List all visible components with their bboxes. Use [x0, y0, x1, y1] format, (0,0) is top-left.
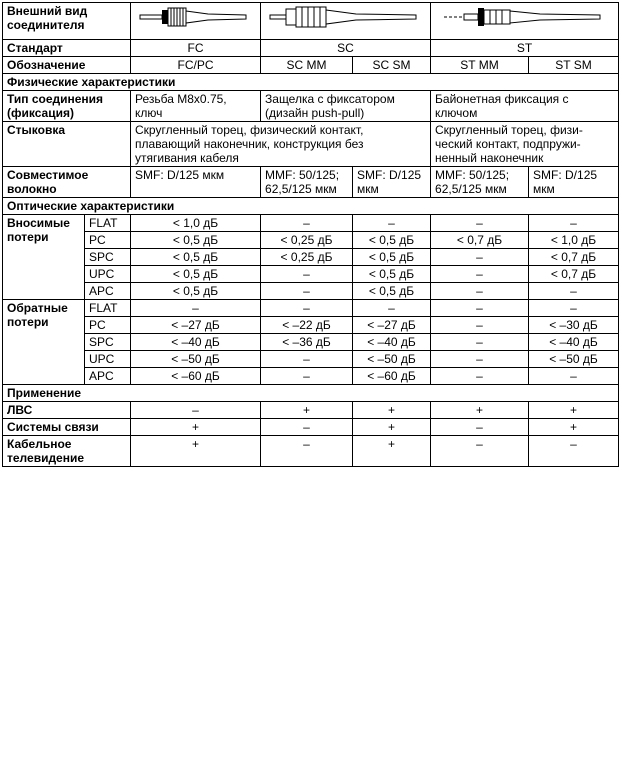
insertion-loss-value: < 1,0 дБ	[529, 232, 619, 249]
insertion-loss-value: –	[431, 283, 529, 300]
return-loss-value: –	[431, 334, 529, 351]
insertion-loss-value: –	[261, 266, 353, 283]
standard-sc: SC	[261, 40, 431, 57]
insertion-loss-value: < 0,5 дБ	[131, 266, 261, 283]
mating-st: Скругленный торец, физи-ческий контакт, подпружи-ненный наконечник	[431, 122, 619, 167]
insertion-loss-value: –	[529, 283, 619, 300]
application-value: –	[261, 419, 353, 436]
return-loss-value: –	[431, 368, 529, 385]
insertion-loss-row	[3, 215, 619, 232]
standard-fc: FC	[131, 40, 261, 57]
return-loss-row	[3, 334, 619, 351]
insertion-loss-value: –	[261, 283, 353, 300]
optical-section-row	[3, 198, 619, 215]
optical-section-title: Оптические характеристики	[3, 198, 619, 215]
fiber-cell: MMF: 50/125; 62,5/125 мкм	[431, 167, 529, 198]
insertion-loss-value: –	[261, 215, 353, 232]
application-row	[3, 402, 619, 419]
insertion-loss-row	[3, 266, 619, 283]
insertion-loss-value: –	[431, 266, 529, 283]
insertion-loss-value: < 0,25 дБ	[261, 249, 353, 266]
return-loss-value: < –50 дБ	[131, 351, 261, 368]
polish-type: PC	[85, 232, 131, 249]
return-loss-value: < –27 дБ	[131, 317, 261, 334]
return-loss-value: < –40 дБ	[353, 334, 431, 351]
insertion-loss-value: < 0,7 дБ	[529, 249, 619, 266]
insertion-loss-value: < 0,5 дБ	[131, 283, 261, 300]
designation-row	[3, 57, 619, 74]
insertion-loss-value: < 0,5 дБ	[353, 283, 431, 300]
insertion-loss-value: –	[431, 249, 529, 266]
sc-image-cell	[261, 3, 431, 40]
standard-label: Стандарт	[3, 40, 131, 57]
return-loss-value: < –40 дБ	[131, 334, 261, 351]
polish-type: APC	[85, 283, 131, 300]
fiber-cell: SMF: D/125 мкм	[529, 167, 619, 198]
insertion-loss-value: –	[353, 215, 431, 232]
polish-type: APC	[85, 368, 131, 385]
application-section-row	[3, 385, 619, 402]
application-label: Системы связи	[3, 419, 131, 436]
return-loss-value: –	[529, 300, 619, 317]
fiber-row	[3, 167, 619, 198]
application-value: –	[261, 436, 353, 467]
return-loss-value: –	[431, 300, 529, 317]
fc-image-cell	[131, 3, 261, 40]
return-loss-value: < –60 дБ	[353, 368, 431, 385]
sc-connector-icon	[266, 4, 426, 30]
return-loss-value: –	[131, 300, 261, 317]
insertion-loss-value: < 0,5 дБ	[353, 249, 431, 266]
return-loss-value: –	[353, 300, 431, 317]
return-loss-value: < –30 дБ	[529, 317, 619, 334]
connection-type-fc: Резьба M8x0.75, ключ	[131, 91, 261, 122]
application-value: +	[353, 402, 431, 419]
standard-st: ST	[431, 40, 619, 57]
designation-cell: SC SM	[353, 57, 431, 74]
designation-cell: ST SM	[529, 57, 619, 74]
insertion-loss-row	[3, 283, 619, 300]
insertion-loss-value: < 0,5 дБ	[353, 232, 431, 249]
polish-type: FLAT	[85, 215, 131, 232]
application-label: Кабельное телевидение	[3, 436, 131, 467]
application-value: +	[353, 419, 431, 436]
polish-type: SPC	[85, 334, 131, 351]
mating-fc-sc: Скругленный торец, физический контакт, плавающий наконечник, конструкция без утягивания кабеля	[131, 122, 431, 167]
appearance-row	[3, 3, 619, 40]
application-section-title: Применение	[3, 385, 619, 402]
return-loss-value: < –50 дБ	[529, 351, 619, 368]
designation-cell: SC MM	[261, 57, 353, 74]
application-value: –	[431, 419, 529, 436]
polish-type: UPC	[85, 351, 131, 368]
return-loss-value: < –40 дБ	[529, 334, 619, 351]
return-loss-label: Обратные потери	[3, 300, 85, 385]
designation-cell: ST MM	[431, 57, 529, 74]
return-loss-row	[3, 351, 619, 368]
insertion-loss-value: –	[529, 215, 619, 232]
application-value: +	[131, 436, 261, 467]
insertion-loss-value: < 0,25 дБ	[261, 232, 353, 249]
connection-type-label: Тип соединения (фиксация)	[3, 91, 131, 122]
application-value: +	[261, 402, 353, 419]
mating-row	[3, 122, 619, 167]
fiber-cell: SMF: D/125 мкм	[131, 167, 261, 198]
return-loss-value: –	[261, 368, 353, 385]
application-value: –	[529, 436, 619, 467]
insertion-loss-value: < 0,7 дБ	[431, 232, 529, 249]
polish-type: UPC	[85, 266, 131, 283]
return-loss-value: –	[529, 368, 619, 385]
st-image-cell	[431, 3, 619, 40]
connection-type-st: Байонетная фиксация с ключом	[431, 91, 619, 122]
polish-type: SPC	[85, 249, 131, 266]
application-row	[3, 419, 619, 436]
application-value: –	[431, 436, 529, 467]
insertion-loss-value: < 0,7 дБ	[529, 266, 619, 283]
insertion-loss-value: < 0,5 дБ	[131, 249, 261, 266]
insertion-loss-row	[3, 232, 619, 249]
polish-type: FLAT	[85, 300, 131, 317]
designation-label: Обозначение	[3, 57, 131, 74]
fiber-cell: MMF: 50/125; 62,5/125 мкм	[261, 167, 353, 198]
application-value: –	[131, 402, 261, 419]
connection-type-sc: Защелка с фиксатором (дизайн push-pull)	[261, 91, 431, 122]
connector-spec-table	[2, 2, 619, 467]
application-value: +	[529, 419, 619, 436]
designation-cell: FC/PC	[131, 57, 261, 74]
return-loss-value: –	[431, 317, 529, 334]
polish-type: PC	[85, 317, 131, 334]
return-loss-value: < –50 дБ	[353, 351, 431, 368]
connection-type-row	[3, 91, 619, 122]
insertion-loss-label: Вносимые потери	[3, 215, 85, 300]
return-loss-value: < –60 дБ	[131, 368, 261, 385]
return-loss-value: < –22 дБ	[261, 317, 353, 334]
return-loss-value: –	[261, 351, 353, 368]
return-loss-row	[3, 317, 619, 334]
physical-section-title: Физические характеристики	[3, 74, 619, 91]
return-loss-value: < –36 дБ	[261, 334, 353, 351]
return-loss-row	[3, 368, 619, 385]
application-value: +	[131, 419, 261, 436]
return-loss-value: –	[261, 300, 353, 317]
insertion-loss-value: –	[431, 215, 529, 232]
return-loss-value: –	[431, 351, 529, 368]
fiber-cell: SMF: D/125 мкм	[353, 167, 431, 198]
return-loss-value: < –27 дБ	[353, 317, 431, 334]
insertion-loss-row	[3, 249, 619, 266]
standard-row	[3, 40, 619, 57]
insertion-loss-value: < 0,5 дБ	[353, 266, 431, 283]
return-loss-row	[3, 300, 619, 317]
appearance-label: Внешний вид соединителя	[3, 3, 131, 40]
insertion-loss-value: < 1,0 дБ	[131, 215, 261, 232]
fc-connector-icon	[136, 4, 256, 30]
st-connector-icon	[440, 4, 610, 30]
application-value: +	[529, 402, 619, 419]
mating-label: Стыковка	[3, 122, 131, 167]
insertion-loss-value: < 0,5 дБ	[131, 232, 261, 249]
application-row	[3, 436, 619, 467]
application-label: ЛВС	[3, 402, 131, 419]
application-value: +	[431, 402, 529, 419]
application-value: +	[353, 436, 431, 467]
fiber-label: Совместимое волокно	[3, 167, 131, 198]
physical-section-row	[3, 74, 619, 91]
